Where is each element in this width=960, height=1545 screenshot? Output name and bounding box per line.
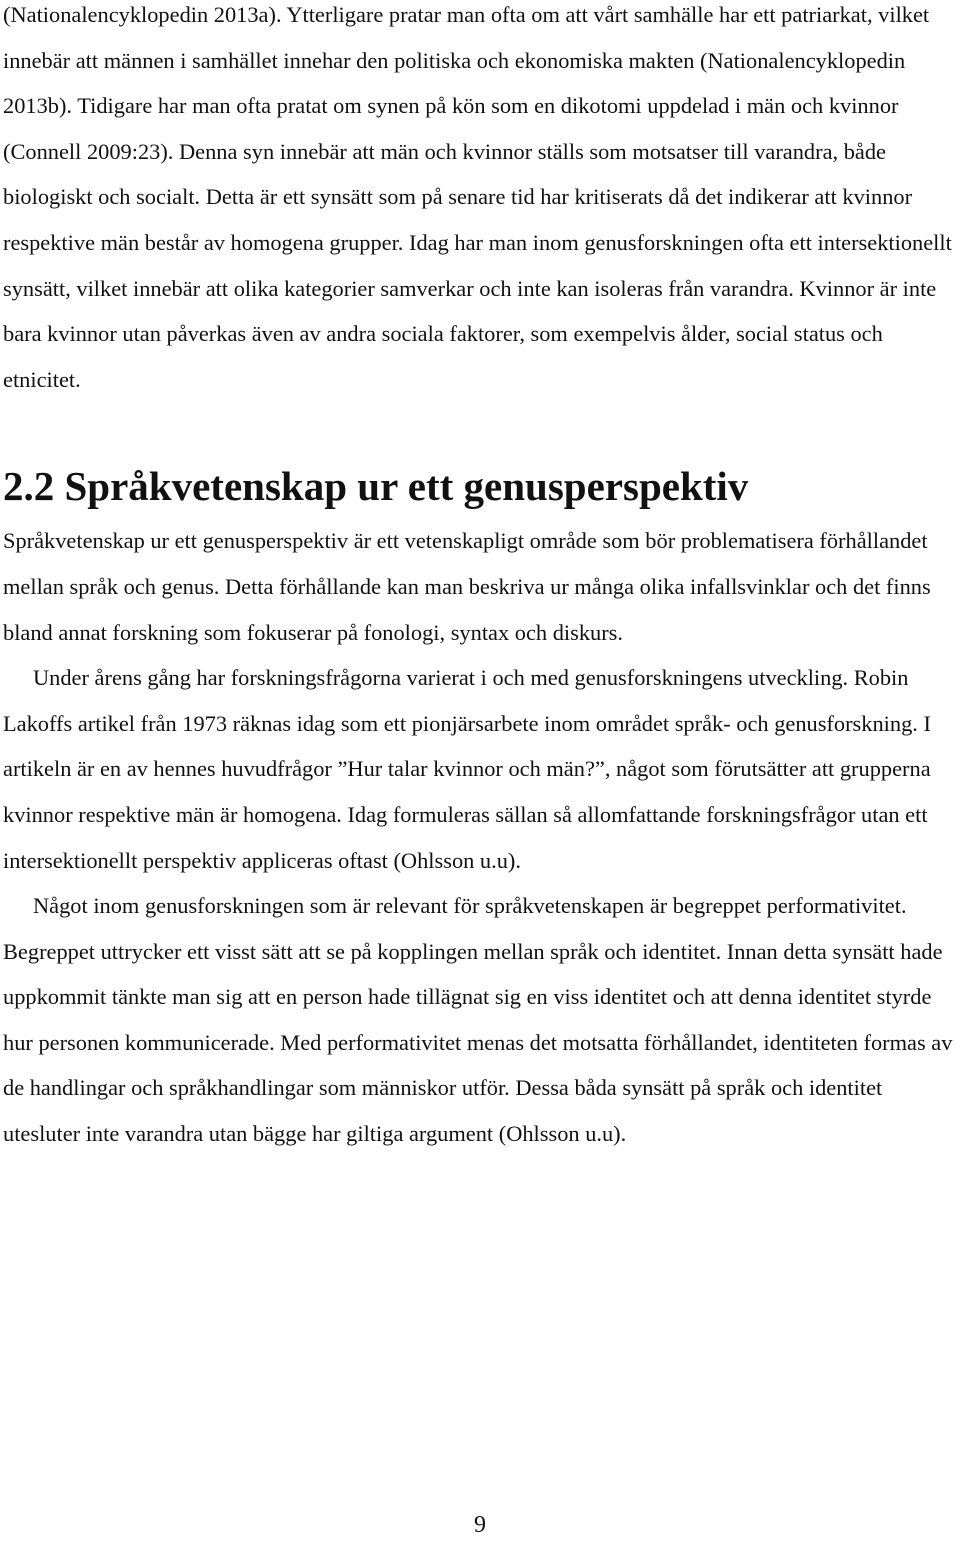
document-page [3, 0, 953, 1157]
paragraph-3: Något inom genusforskningen som är relevant för språkvetenskapen är begreppet performativitet. Begreppet uttrycker ett visst sätt att se på kopplingen mellan språk och identitet. Innan detta synsätt hade uppkommit tänkte man sig att en person hade tillägnat sig en viss identitet och att denna identitet styrde hur personen kommunicerade. Med performativitet menas det motsatta förhållandet, identiteten formas av de handlingar och språkhandlingar som människor utför. Dessa båda synsätt på språk och identitet utesluter inte varandra utan bägge har giltiga argument (Ohlsson u.u). [3, 893, 953, 1147]
paragraph-2: Under årens gång har forskningsfrågorna varierat i och med genusforskningens utveckling. Robin Lakoffs artikel från 1973 räknas idag som ett pionjärsarbete inom området språk- och genusforskning. I artikeln är en av hennes huvudfrågor ”Hur talar kvinnor och män?”, något som förutsätter att grupperna kvinnor respektive män är homogena. Idag formuleras sällan så allomfattande forskningsfrågor utan ett intersektionellt perspektiv appliceras oftast (Ohlsson u.u). [3, 665, 931, 873]
page-number: 9 [474, 1512, 486, 1538]
paragraph-intro: (Nationalencyklopedin 2013a). Ytterligare pratar man ofta om att vårt samhälle har ett patriarkat, vilket innebär att männen i samhället innehar den politiska och ekonomiska makten (Nationalencyklopedin 2013b). Tidigare har man ofta pratat om synen på kön som en dikotomi uppdelad i män och kvinnor (Connell 2009:23). Denna syn innebär att män och kvinnor ställs som motsatser till varandra, både biologiskt och socialt. Detta är ett synsätt som på senare tid har kritiserats då det indikerar att kvinnor respektive män består av homogena grupper. Idag har man inom genusforskningen ofta ett intersektionellt synsätt, vilket innebär att olika kategorier samverkar och inte kan isoleras från varandra. Kvinnor är inte bara kvinnor utan påverkas även av andra sociala faktorer, som exempelvis ålder, social status och etnicitet. [3, 2, 952, 392]
paragraph-1: Språkvetenskap ur ett genusperspektiv är ett vetenskapligt område som bör problematisera förhållandet mellan språk och genus. Detta förhållande kan man beskriva ur många olika infallsvinklar och det finns bland annat forskning som fokuserar på fonologi, syntax och diskurs. [3, 528, 931, 645]
section-heading: 2.2 Språkvetenskap ur ett genusperspektiv [3, 463, 749, 510]
